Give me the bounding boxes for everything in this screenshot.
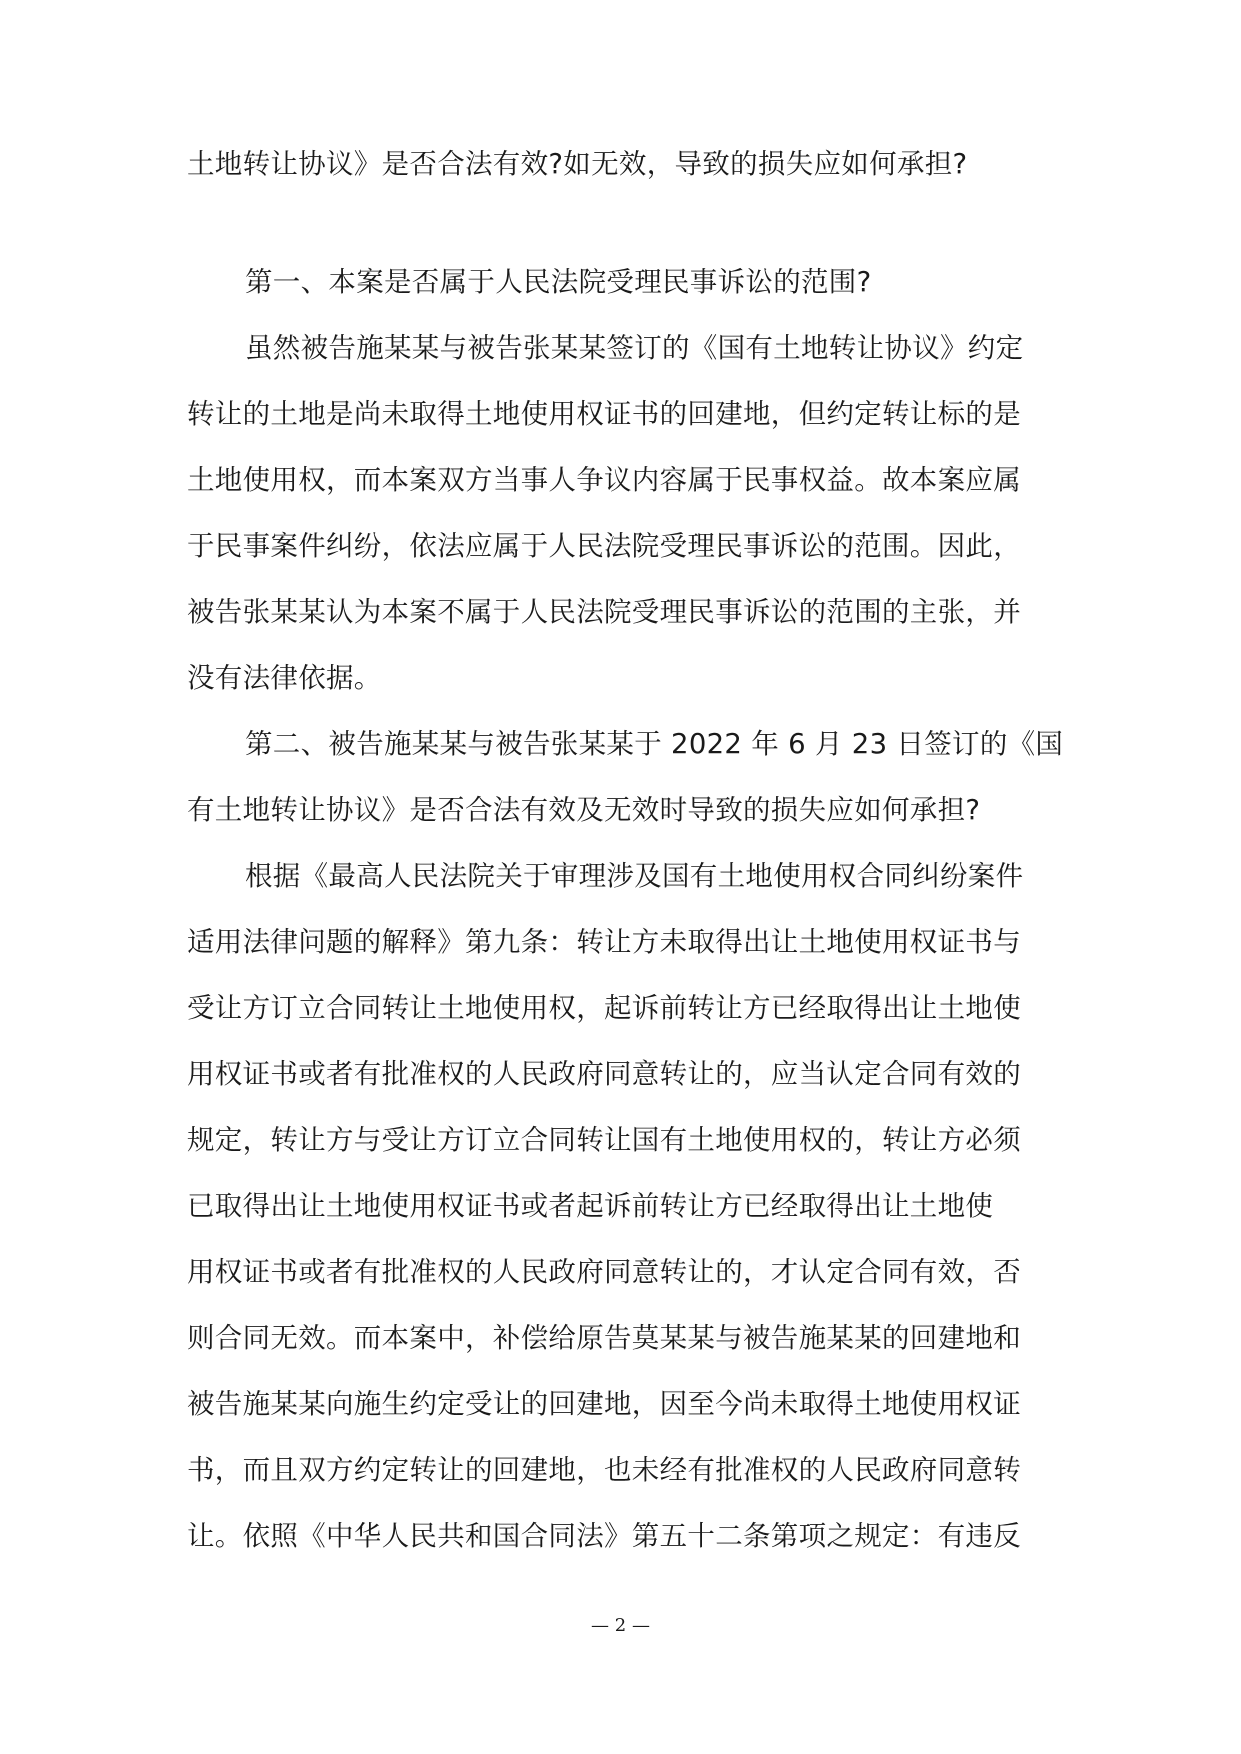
text-line-19: 被告施某某向施生约定受让的回建地，因至今尚未取得土地使用权证 xyxy=(187,1388,1021,1420)
text-line-7: 被告张某某认为本案不属于人民法院受理民事诉讼的范围的主张，并 xyxy=(187,596,1021,628)
text-line-11: 根据《最高人民法院关于审理涉及国有土地使用权合同纠纷案件 xyxy=(245,860,1024,892)
text-line-6: 于民事案件纠纷，依法应属于人民法院受理民事诉讼的范围。因此， xyxy=(187,530,1021,562)
text-line-8: 没有法律依据。 xyxy=(187,662,382,694)
text-line-18: 则合同无效。而本案中，补偿给原告莫某某与被告施某某的回建地和 xyxy=(187,1322,1021,1354)
text-line-13: 受让方订立合同转让土地使用权，起诉前转让方已经取得出让土地使 xyxy=(187,992,1021,1024)
text-line-5: 土地使用权，而本案双方当事人争议内容属于民事权益。故本案应属 xyxy=(187,464,1021,496)
text-line-4: 转让的土地是尚未取得土地使用权证书的回建地，但约定转让标的是 xyxy=(187,398,1021,430)
text-line-12: 适用法律问题的解释》第九条：转让方未取得出让土地使用权证书与 xyxy=(187,926,1021,958)
section-heading-1: 第一、本案是否属于人民法院受理民事诉讼的范围? xyxy=(245,266,872,298)
text-line-14: 用权证书或者有批准权的人民政府同意转让的，应当认定合同有效的 xyxy=(187,1058,1021,1090)
text-line-1: 土地转让协议》是否合法有效?如无效，导致的损失应如何承担? xyxy=(187,148,968,180)
text-line-21: 让。依照《中华人民共和国合同法》第五十二条第项之规定：有违反 xyxy=(187,1520,1021,1552)
page-number: — 2 — xyxy=(591,1615,650,1636)
text-line-15: 规定，转让方与受让方订立合同转让国有土地使用权的，转让方必须 xyxy=(187,1124,1021,1156)
text-line-3: 虽然被告施某某与被告张某某签订的《国有土地转让协议》约定 xyxy=(245,332,1024,364)
text-line-10: 有土地转让协议》是否合法有效及无效时导致的损失应如何承担? xyxy=(187,794,981,826)
text-line-20: 书，而且双方约定转让的回建地，也未经有批准权的人民政府同意转 xyxy=(187,1454,1021,1486)
text-line-16: 已取得出让土地使用权证书或者起诉前转让方已经取得出让土地使 xyxy=(187,1190,994,1222)
text-line-17: 用权证书或者有批准权的人民政府同意转让的，才认定合同有效，否 xyxy=(187,1256,1021,1288)
section-heading-2: 第二、被告施某某与被告张某某于 2022 年 6 月 23 日签订的《国 xyxy=(245,728,1064,760)
